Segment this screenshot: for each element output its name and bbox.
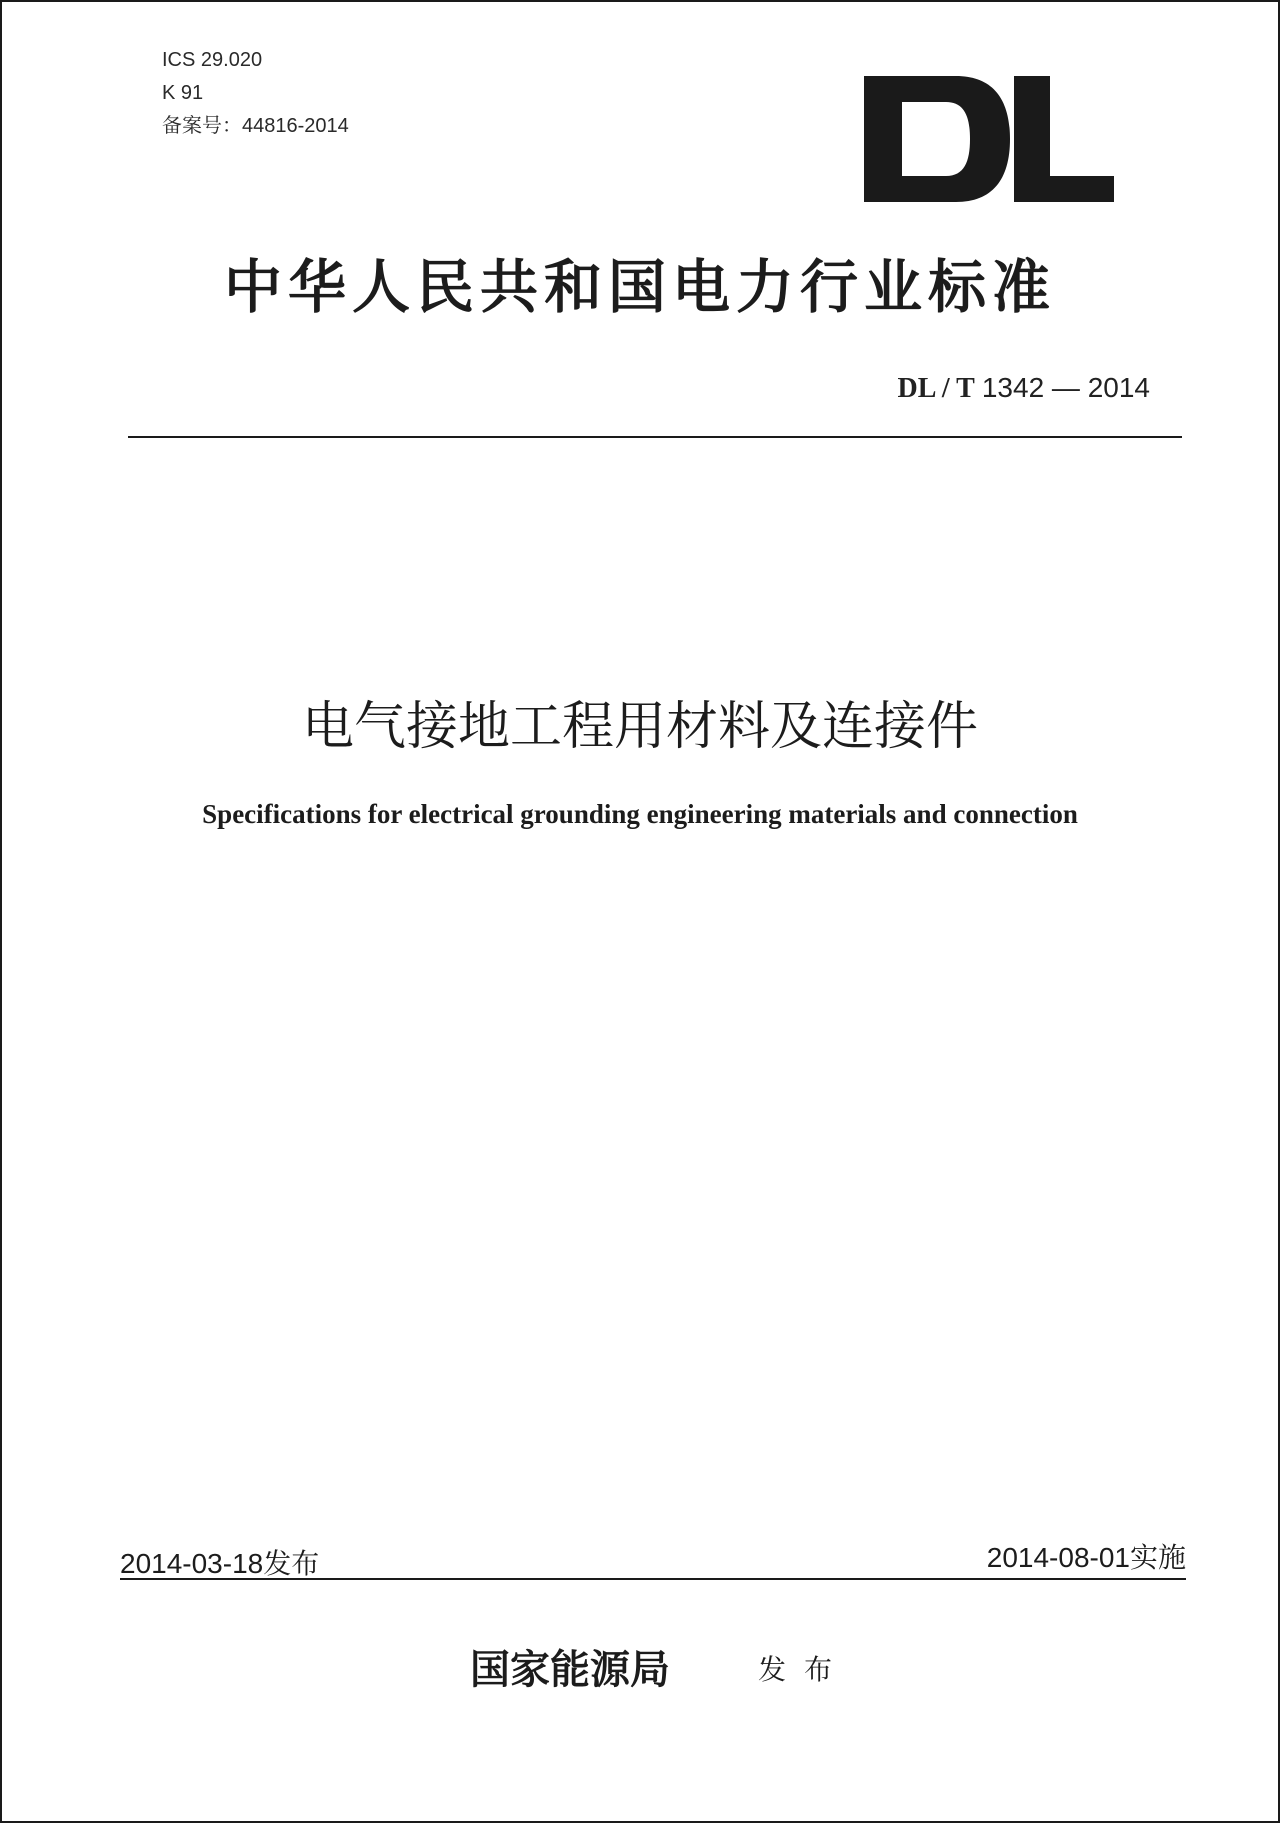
category-code: K 91: [162, 82, 204, 104]
standard-number: [898, 372, 1150, 405]
bottom-divider: [120, 1578, 1186, 1580]
record-number: 备案号：44816-2014: [162, 115, 349, 137]
implementation-date: 2014-08-01实施: [986, 1542, 1186, 1573]
classification-block: [162, 44, 349, 143]
standard-number-value: 1342 — 2014: [981, 372, 1150, 403]
logo-letter-d: [864, 76, 1010, 202]
dl-logo: [864, 76, 1114, 202]
ics-code: ICS 29.020: [162, 49, 263, 71]
document-title-english: Specifications for electrical grounding engineering materials and connection: [202, 799, 1078, 829]
dl-logo-graphic: [864, 76, 1114, 202]
document-title-chinese: 电气接地工程用材料及连接件: [301, 697, 978, 757]
top-divider: [128, 436, 1182, 438]
standard-title: 中华人民共和国电力行业标准: [223, 253, 1056, 321]
issue-date: 2014-03-18发布: [120, 1548, 320, 1579]
issuing-authority: 国家能源局: [470, 1646, 670, 1693]
standard-number-prefix: DL / T: [897, 373, 975, 404]
logo-letter-l: [1014, 76, 1114, 202]
issue-label: 发布: [758, 1653, 851, 1686]
